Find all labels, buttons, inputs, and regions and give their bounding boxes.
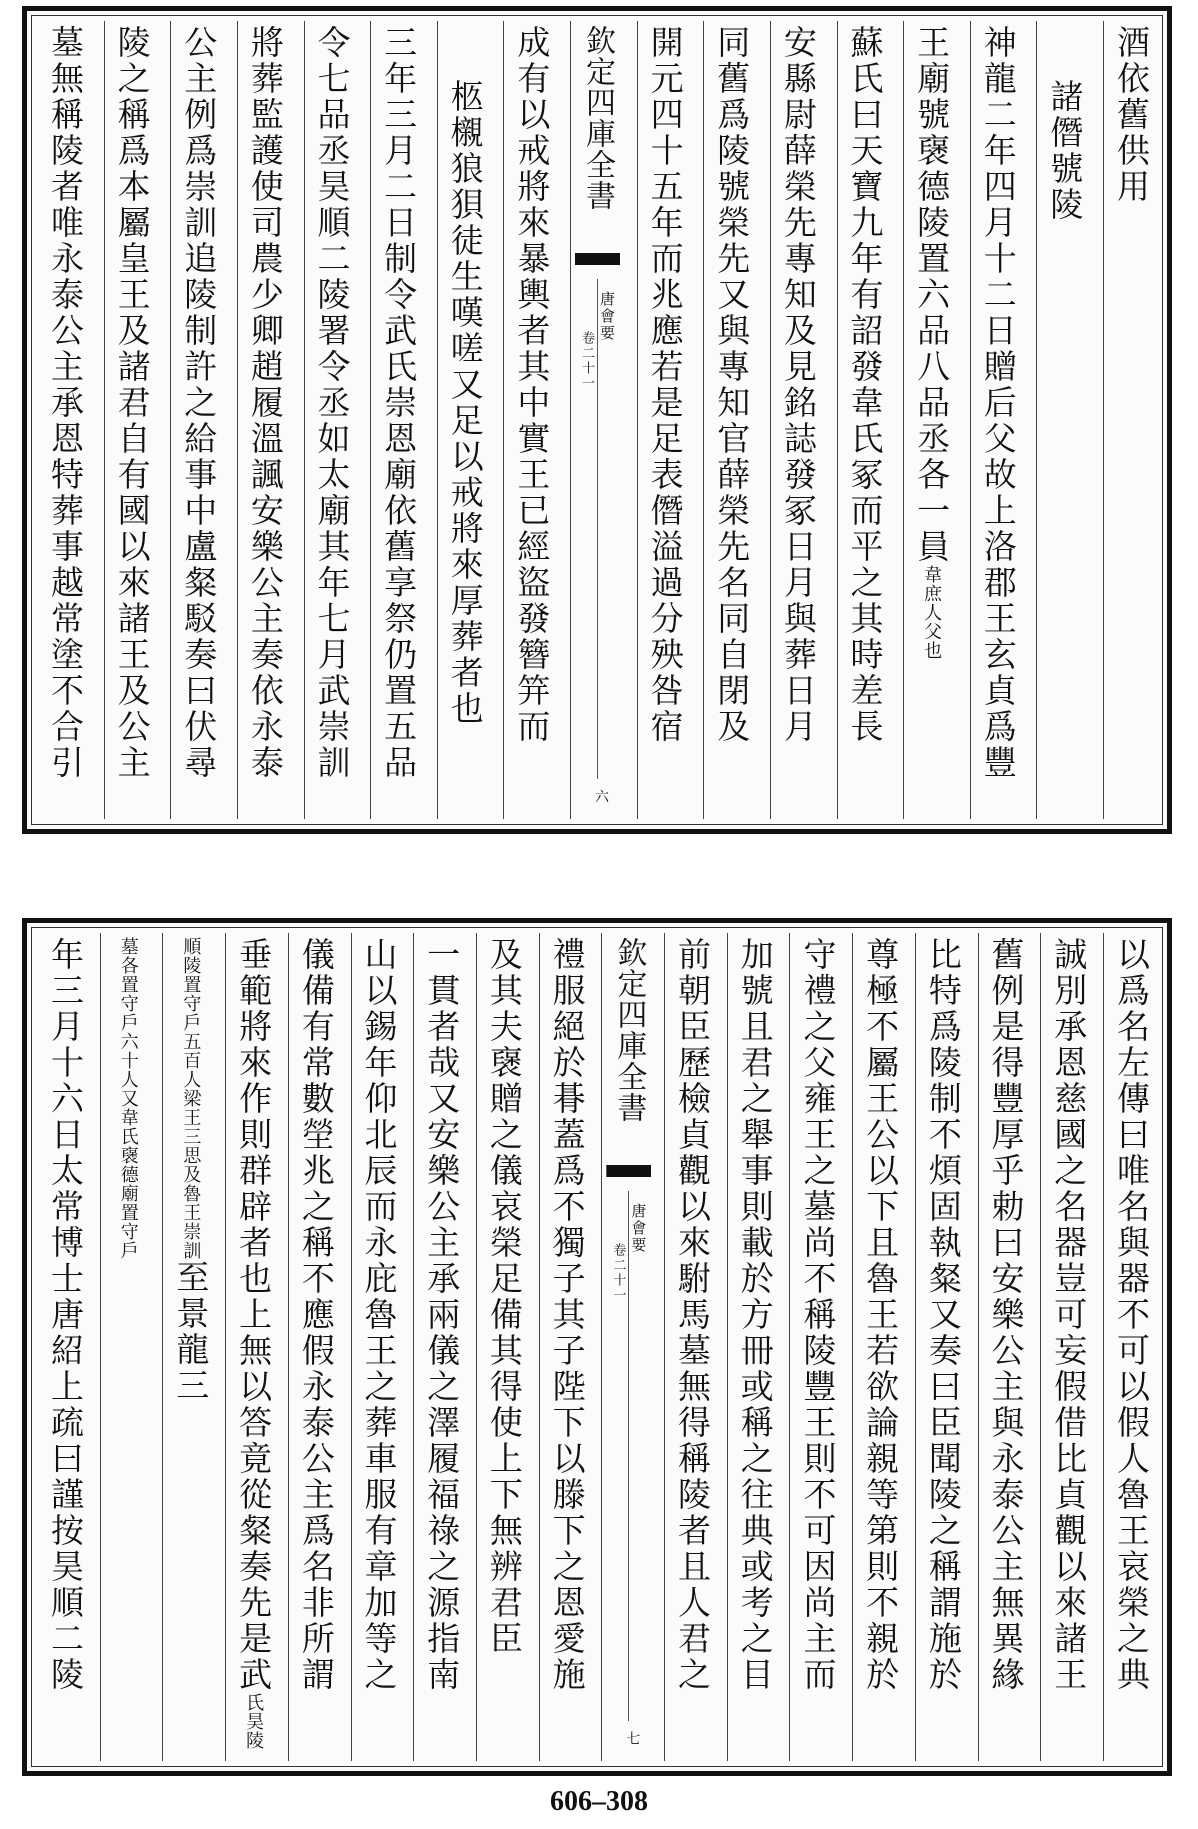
text-column-tail: 至景龍三 [171,1260,211,1404]
text-column: 柩櫬狼狽徒生嘆嗟又足以戒將來厚葬者也 [437,21,491,819]
text-column-main: 王廟號襃德陵置六品八品丞各一員 [912,25,952,565]
text-column: 令七品丞昊順二陵署令丞如太廟其年七月武崇訓 [304,21,358,819]
gutter-divider [628,1191,629,1721]
text-column: 儀備有常數塋兆之稱不應假永泰公主爲名非所謂 [288,933,342,1761]
text-column: 一貫者哉又安樂公主承兩儀之澤履福祿之源指南 [413,933,467,1761]
fish-tail-mark [606,1165,651,1187]
text-column: 將葬監護使司農少卿趙履溫諷安樂公主奏依永泰 [237,21,291,819]
text-column: 安縣尉薛榮先專知及見銘誌發冢日月與葬日月 [770,21,824,819]
top-page [22,6,1172,834]
gutter-divider [597,279,598,779]
text-column: 酒依舊供用 [1103,21,1157,819]
interlinear-note-column [162,933,216,1761]
text-column: 陵之稱爲本屬皇王及諸君自有國以來諸王及公主 [104,21,158,819]
fish-tail-mark [575,253,620,275]
text-column: 禮服絕於朞蓋爲不獨子其子陛下以滕下之恩愛施 [539,933,593,1761]
section-heading: 諸僭號陵 [1036,21,1090,819]
interlinear-note-column [100,933,154,1761]
gutter-page-number: 六 [593,789,609,803]
text-column: 加號且君之舉事則載於方冊或稱之往典或考之目 [727,933,781,1761]
text-column: 比特爲陵制不煩固執粲又奏曰臣聞陵之稱謂施於 [915,933,969,1761]
bottom-page-columns [37,933,1157,1761]
page-footer-number: 606–308 [550,1786,648,1817]
page-gutter [570,21,624,819]
bottom-page [22,918,1172,1776]
gutter-volume: 卷二十一 [579,331,594,391]
interlinear-note: 韋庶人父也 [921,565,943,660]
text-column [903,21,957,819]
text-column: 以爲名左傳曰唯名與器不可以假人魯王哀榮之典 [1103,933,1157,1761]
text-column: 守禮之父雍王之墓尚不稱陵豐王則不可因尚主而 [789,933,843,1761]
text-column: 成有以戒將來暴輿者其中實王已經盜發簪笄而 [503,21,557,819]
text-column: 尊極不屬王公以下且魯王若欲論親等第則不親於 [852,933,906,1761]
text-column: 三年三月二日制令武氏崇恩廟依舊享祭仍置五品 [370,21,424,819]
page-gutter [601,933,655,1761]
gutter-book-title: 欽定四庫全書 [611,937,647,1123]
text-column-main: 垂範將來作則群辟者也上無以答竟從粲奏先是武 [234,937,274,1693]
text-column [225,933,279,1761]
text-column: 同舊爲陵號榮先又與專知官薛榮先名同自閉及 [703,21,757,819]
gutter-work-title: 唐會要 [598,291,616,342]
text-column: 蘇氏曰天寶九年有詔發韋氏冢而平之其時差長 [837,21,891,819]
text-column: 神龍二年四月十二日贈后父故上洛郡王玄貞爲豐 [970,21,1024,819]
note-line-b: 墓各置守戶六十人又韋氏襃德廟置守戶 [117,937,139,1260]
text-column: 開元四十五年而兆應若是足表僭溢過分殃咎宿 [637,21,691,819]
text-column: 年三月十六日太常博士唐紹上疏曰謹按昊順二陵 [46,937,85,1693]
interlinear-note: 氏昊陵 [243,1693,265,1750]
text-column: 及其夫襃贈之儀哀榮足備其得使上下無辨君臣 [476,933,530,1761]
gutter-work-title: 唐會要 [629,1203,648,1254]
gutter-page-number: 七 [624,1731,641,1745]
top-page-columns [37,21,1157,819]
text-column: 公主例爲崇訓追陵制許之給事中盧粲駁奏曰伏尋 [170,21,224,819]
note-line-a: 順陵置守戶五百人梁王三思及魯王崇訓 [180,937,202,1260]
text-column: 墓無稱陵者唯永泰公主承恩特葬事越常塗不合引 [46,25,85,781]
text-column: 誠別承恩慈國之名器豈可妄假借比貞觀以來諸王 [1040,933,1094,1761]
text-column: 前朝臣歷檢貞觀以來駙馬墓無得稱陵者且人君之 [664,933,718,1761]
gutter-book-title: 欽定四庫全書 [580,25,615,211]
text-column: 舊例是得豐厚乎勅曰安樂公主與永泰公主無異緣 [978,933,1032,1761]
gutter-volume: 卷二十一 [610,1243,626,1303]
text-column: 山以錫年仰北辰而永庇魯王之葬車服有章加等之 [351,933,405,1761]
